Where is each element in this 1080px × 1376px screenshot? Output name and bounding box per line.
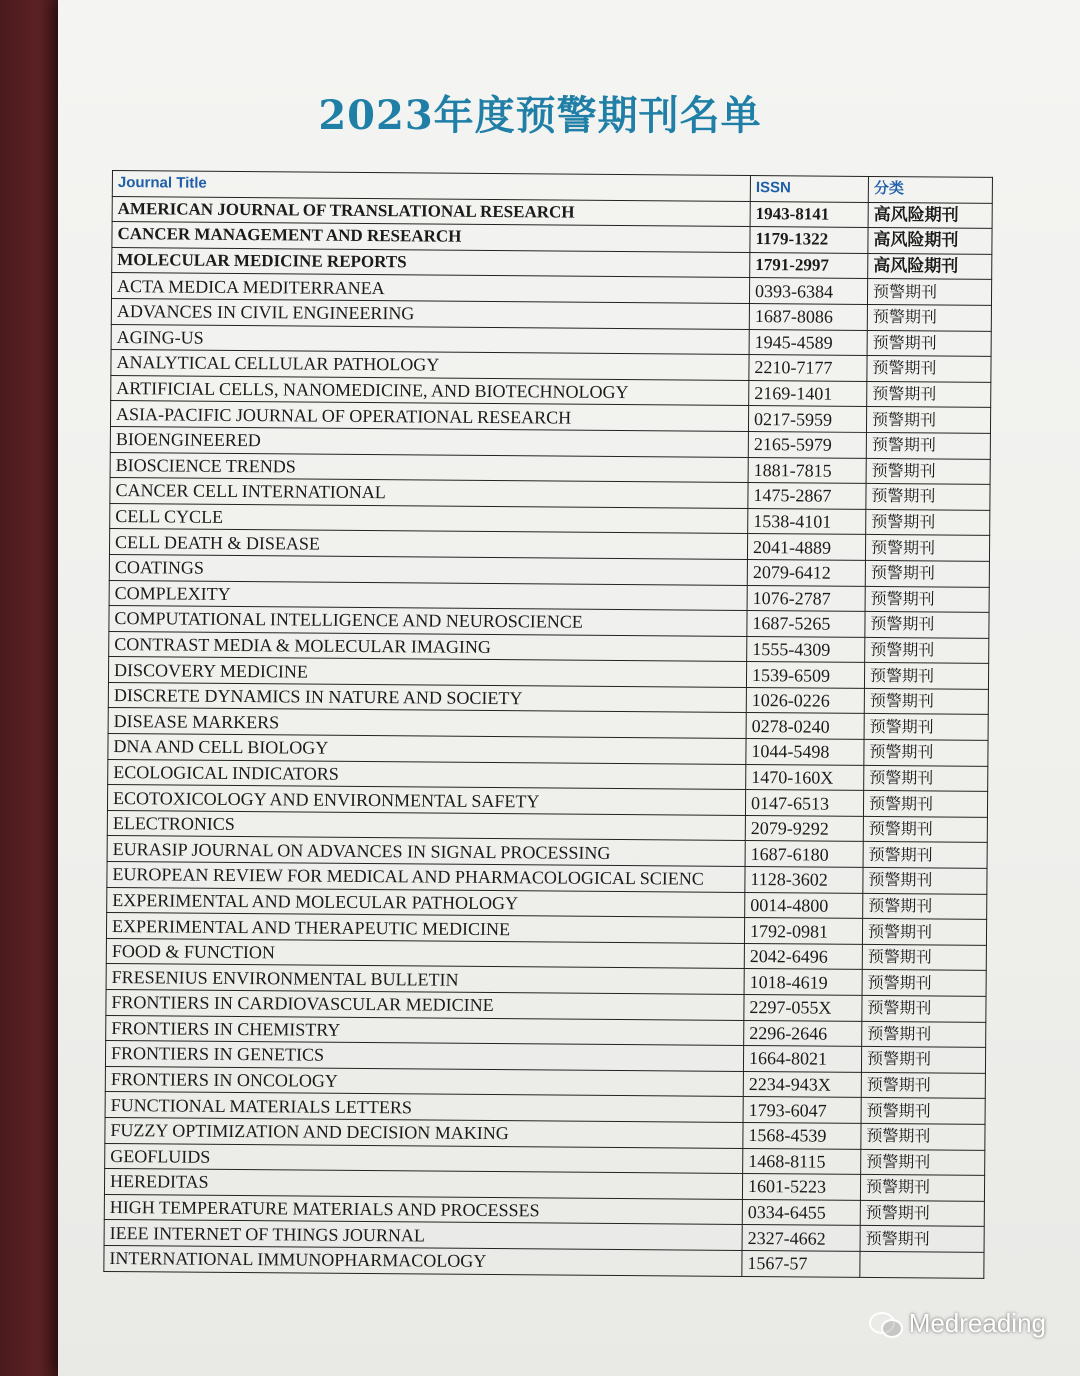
issn-cell: 2234-943X — [743, 1071, 861, 1098]
journal-title-cell: COATINGS — [109, 554, 747, 585]
journal-title-cell: ECOTOXICOLOGY AND ENVIRONMENTAL SAFETY — [107, 785, 745, 816]
header-issn: ISSN — [750, 176, 868, 203]
journal-title-cell: HEREDITAS — [104, 1169, 742, 1200]
journal-title-cell: FRONTIERS IN CARDIOVASCULAR MEDICINE — [106, 989, 744, 1020]
issn-cell: 2169-1401 — [749, 380, 867, 407]
issn-cell: 0278-0240 — [746, 713, 864, 740]
journal-title-cell: ADVANCES IN CIVIL ENGINEERING — [111, 298, 749, 329]
issn-cell: 1470-160X — [746, 764, 864, 791]
issn-cell: 1475-2867 — [748, 483, 866, 510]
journal-title-cell: ELECTRONICS — [107, 810, 745, 841]
category-cell: 预警期刊 — [865, 637, 989, 664]
journal-table — [103, 170, 993, 1278]
journal-title-cell: AGING-US — [111, 324, 749, 355]
journal-title-cell: CANCER CELL INTERNATIONAL — [110, 478, 748, 509]
journal-title-cell: COMPLEXITY — [109, 580, 747, 611]
issn-cell: 1601-5223 — [742, 1174, 860, 1201]
journal-title-cell: BIOENGINEERED — [110, 426, 748, 457]
issn-cell: 1567-57 — [742, 1250, 860, 1277]
issn-cell: 0147-6513 — [745, 790, 863, 817]
issn-cell: 2165-5979 — [748, 431, 866, 458]
category-cell: 预警期刊 — [866, 458, 990, 485]
issn-cell: 1026-0226 — [746, 687, 864, 714]
category-cell: 预警期刊 — [861, 1123, 985, 1150]
category-cell: 预警期刊 — [865, 586, 989, 613]
category-cell: 预警期刊 — [861, 1149, 985, 1176]
category-cell: 预警期刊 — [865, 535, 989, 562]
category-cell: 预警期刊 — [862, 970, 986, 997]
issn-cell: 1687-6180 — [745, 841, 863, 868]
journal-title-cell: IEEE INTERNET OF THINGS JOURNAL — [104, 1220, 742, 1251]
issn-cell: 2041-4889 — [747, 534, 865, 561]
wechat-icon — [869, 1310, 903, 1338]
category-cell: 预警期刊 — [867, 381, 991, 408]
journal-title-cell: HIGH TEMPERATURE MATERIALS AND PROCESSES — [104, 1194, 742, 1225]
category-cell: 预警期刊 — [861, 1072, 985, 1099]
issn-cell: 1076-2787 — [747, 585, 865, 612]
journal-title-cell: CELL CYCLE — [110, 503, 748, 534]
category-cell: 预警期刊 — [864, 663, 988, 690]
issn-cell: 2296-2646 — [744, 1020, 862, 1047]
issn-cell: 1792-0981 — [744, 918, 862, 945]
category-cell: 预警期刊 — [860, 1226, 984, 1253]
category-cell — [860, 1251, 984, 1278]
category-cell: 预警期刊 — [866, 484, 990, 511]
issn-cell: 1128-3602 — [745, 867, 863, 894]
journal-title-cell: CELL DEATH & DISEASE — [109, 529, 747, 560]
issn-cell: 1538-4101 — [748, 508, 866, 535]
journal-title-cell: FRONTIERS IN GENETICS — [105, 1041, 743, 1072]
journal-title-cell: CONTRAST MEDIA & MOLECULAR IMAGING — [109, 631, 747, 662]
issn-cell: 0014-4800 — [745, 892, 863, 919]
category-cell: 预警期刊 — [864, 739, 988, 766]
category-cell: 预警期刊 — [866, 407, 990, 434]
issn-cell: 2079-9292 — [745, 815, 863, 842]
watermark — [869, 1308, 1046, 1339]
issn-cell: 1687-5265 — [747, 611, 865, 638]
page-title: 2023年度预警期刊名单 — [318, 92, 762, 139]
category-cell: 预警期刊 — [867, 304, 991, 331]
category-cell: 预警期刊 — [864, 765, 988, 792]
category-cell: 预警期刊 — [866, 509, 990, 536]
issn-cell: 1018-4619 — [744, 969, 862, 996]
category-cell: 预警期刊 — [865, 612, 989, 639]
watermark-text: Medreading — [908, 1308, 1046, 1338]
category-cell: 预警期刊 — [860, 1200, 984, 1227]
category-cell: 预警期刊 — [860, 1175, 984, 1202]
category-cell: 预警期刊 — [867, 356, 991, 383]
journal-title-cell: EUROPEAN REVIEW FOR MEDICAL AND PHARMACOLOGICAL SCIENC — [107, 862, 745, 893]
table-body — [104, 196, 992, 1278]
issn-cell: 1568-4539 — [743, 1122, 861, 1149]
journal-title-cell: FOOD & FUNCTION — [106, 938, 744, 969]
category-cell: 高风险期刊 — [868, 228, 992, 255]
category-cell: 预警期刊 — [863, 791, 987, 818]
category-cell: 预警期刊 — [863, 842, 987, 869]
journal-title-cell: CANCER MANAGEMENT AND RESEARCH — [112, 222, 750, 253]
issn-cell: 1179-1322 — [750, 227, 868, 254]
category-cell: 预警期刊 — [862, 944, 986, 971]
issn-cell: 1945-4589 — [749, 329, 867, 356]
issn-cell: 1793-6047 — [743, 1097, 861, 1124]
issn-cell: 2327-4662 — [742, 1225, 860, 1252]
journal-title-cell: FUNCTIONAL MATERIALS LETTERS — [105, 1092, 743, 1123]
issn-cell: 1555-4309 — [747, 636, 865, 663]
journal-title-cell: FRONTIERS IN ONCOLOGY — [105, 1066, 743, 1097]
category-cell: 预警期刊 — [865, 560, 989, 587]
journal-title-cell: FRESENIUS ENVIRONMENTAL BULLETIN — [106, 964, 744, 995]
category-cell: 预警期刊 — [861, 1047, 985, 1074]
issn-cell: 2210-7177 — [749, 355, 867, 382]
issn-cell: 2042-6496 — [744, 943, 862, 970]
issn-cell: 1791-2997 — [750, 252, 868, 279]
category-cell: 预警期刊 — [867, 330, 991, 357]
category-cell: 预警期刊 — [867, 279, 991, 306]
category-cell: 预警期刊 — [864, 688, 988, 715]
journal-title-cell: GEOFLUIDS — [105, 1143, 743, 1174]
journal-title-cell: DISEASE MARKERS — [108, 708, 746, 739]
issn-cell: 1664-8021 — [743, 1046, 861, 1073]
journal-title-cell: BIOSCIENCE TRENDS — [110, 452, 748, 483]
journal-title-cell: DISCOVERY MEDICINE — [108, 657, 746, 688]
journal-title-cell: AMERICAN JOURNAL OF TRANSLATIONAL RESEARCH — [112, 196, 750, 227]
issn-cell: 0334-6455 — [742, 1199, 860, 1226]
category-cell: 预警期刊 — [863, 867, 987, 894]
journal-title-cell: DISCRETE DYNAMICS IN NATURE AND SOCIETY — [108, 682, 746, 713]
journal-title-cell: INTERNATIONAL IMMUNOPHARMACOLOGY — [104, 1245, 742, 1276]
category-cell: 高风险期刊 — [868, 253, 992, 280]
journal-title-cell: ACTA MEDICA MEDITERRANEA — [111, 273, 749, 304]
category-cell: 预警期刊 — [863, 816, 987, 843]
category-cell: 预警期刊 — [862, 919, 986, 946]
journal-title-cell: EURASIP JOURNAL ON ADVANCES IN SIGNAL PROCESSING — [107, 836, 745, 867]
journal-title-cell: ECOLOGICAL INDICATORS — [108, 759, 746, 790]
issn-cell: 0217-5959 — [748, 406, 866, 433]
journal-title-cell: DNA AND CELL BIOLOGY — [108, 734, 746, 765]
journal-title-cell: ANALYTICAL CELLULAR PATHOLOGY — [111, 350, 749, 381]
journal-table-container — [103, 170, 992, 1278]
issn-cell: 1687-8086 — [749, 303, 867, 330]
category-cell: 预警期刊 — [862, 1021, 986, 1048]
category-cell: 预警期刊 — [866, 432, 990, 459]
issn-cell: 1539-6509 — [746, 662, 864, 689]
issn-cell: 1881-7815 — [748, 457, 866, 484]
journal-title-cell: MOLECULAR MEDICINE REPORTS — [112, 247, 750, 278]
journal-title-cell: FUZZY OPTIMIZATION AND DECISION MAKING — [105, 1117, 743, 1148]
category-cell: 预警期刊 — [863, 893, 987, 920]
journal-title-cell: FRONTIERS IN CHEMISTRY — [106, 1015, 744, 1046]
journal-title-cell: EXPERIMENTAL AND MOLECULAR PATHOLOGY — [107, 887, 745, 918]
issn-cell: 2297-055X — [744, 994, 862, 1021]
category-cell: 高风险期刊 — [868, 202, 992, 229]
journal-title-cell: EXPERIMENTAL AND THERAPEUTIC MEDICINE — [106, 913, 744, 944]
header-journal-title: Journal Title — [112, 171, 750, 202]
issn-cell: 1943-8141 — [750, 201, 868, 228]
journal-title-cell: ARTIFICIAL CELLS, NANOMEDICINE, AND BIOTECHNOLOGY — [111, 375, 749, 406]
journal-title-cell: COMPUTATIONAL INTELLIGENCE AND NEUROSCIENCE — [109, 606, 747, 637]
journal-title-cell: ASIA-PACIFIC JOURNAL OF OPERATIONAL RESEARCH — [110, 401, 748, 432]
issn-cell: 0393-6384 — [749, 278, 867, 305]
category-cell: 预警期刊 — [862, 995, 986, 1022]
issn-cell: 2079-6412 — [747, 559, 865, 586]
header-category: 分类 — [868, 176, 992, 203]
category-cell: 预警期刊 — [864, 714, 988, 741]
issn-cell: 1044-5498 — [746, 739, 864, 766]
issn-cell: 1468-8115 — [743, 1148, 861, 1175]
category-cell: 预警期刊 — [861, 1098, 985, 1125]
